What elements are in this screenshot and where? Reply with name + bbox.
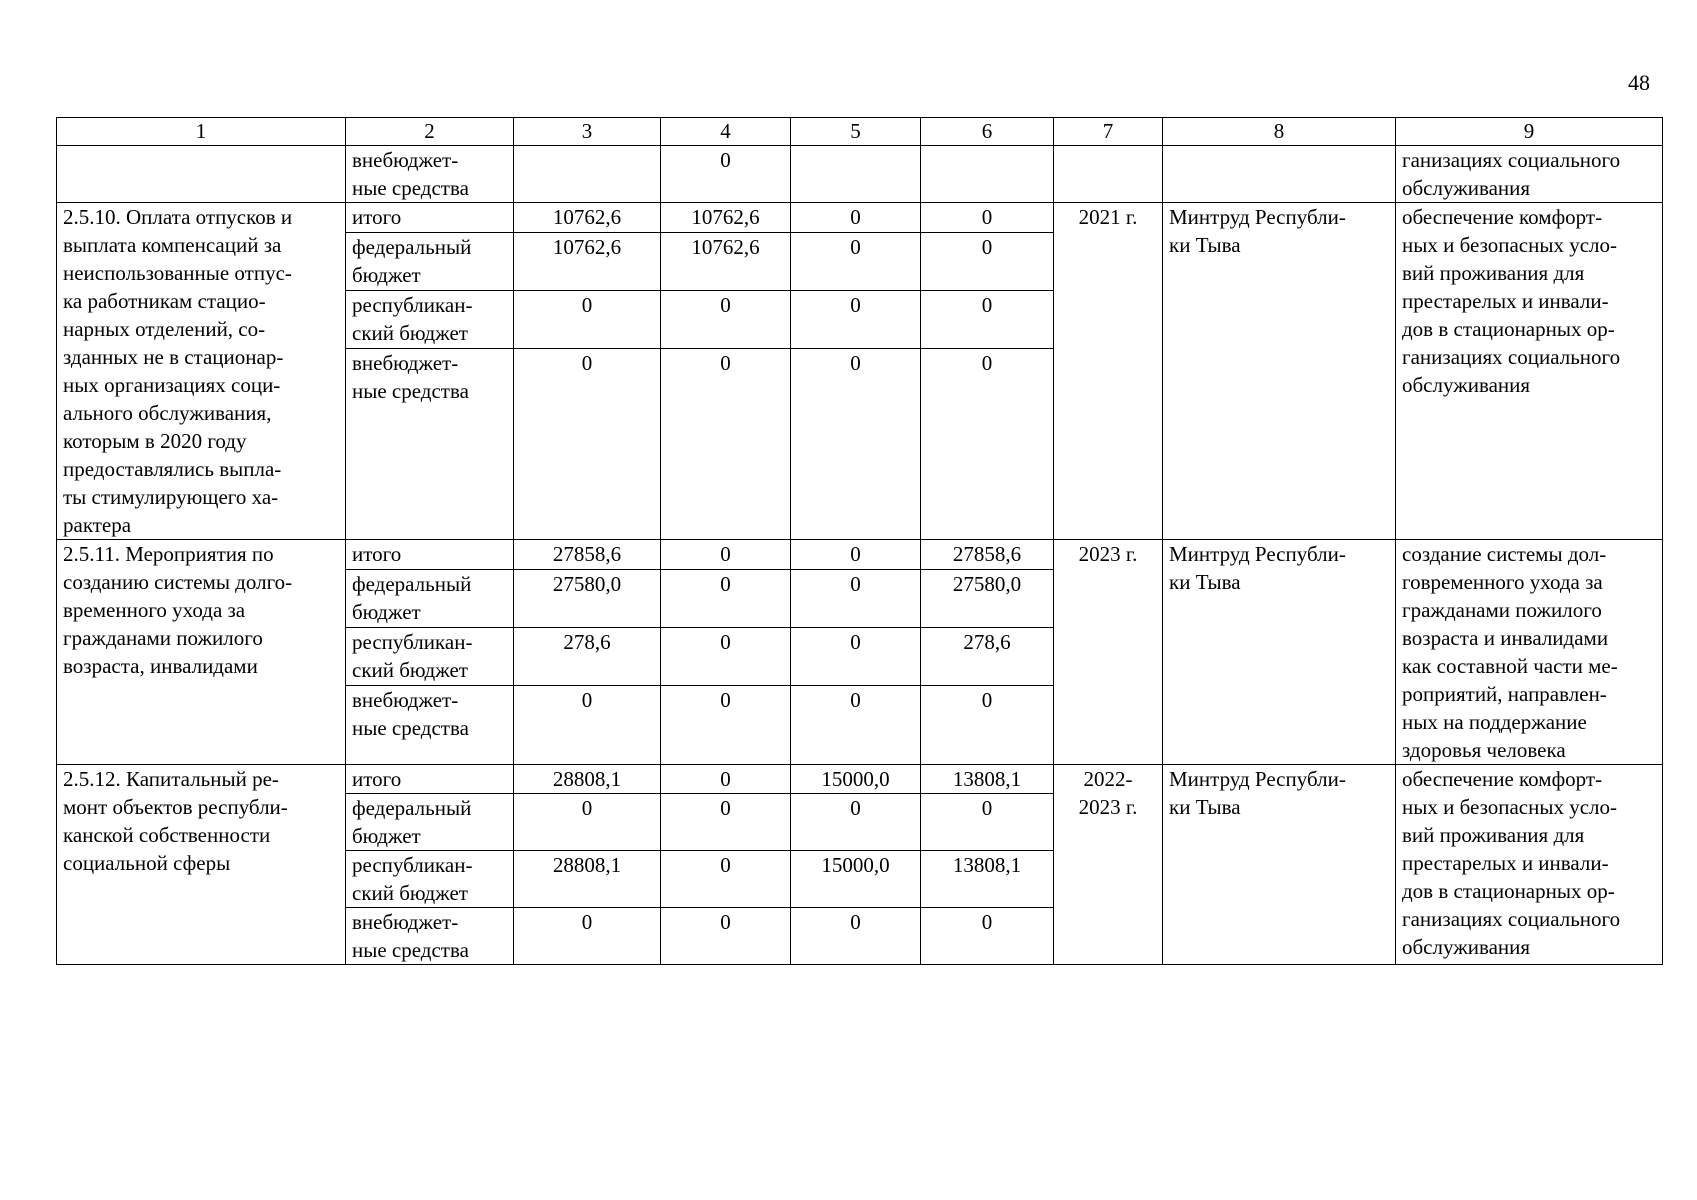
goal-cell: обеспечение комфорт- ных и безопасных усло- вий проживания для престарелых и инвали- дов в стационарных ор- ганизациях социального обслуживания	[1396, 203, 1663, 540]
value-cell: 10762,6	[661, 232, 791, 290]
value-cell: 0	[791, 290, 921, 348]
goal-cell: ганизациях социального обслуживания	[1396, 146, 1663, 203]
funding-source: федеральный бюджет	[346, 232, 514, 290]
value-cell: 0	[661, 540, 791, 570]
executor-cell	[1163, 146, 1396, 203]
activity-title: 2.5.12. Капитальный ре- монт объектов республи- канской собственности социальной сферы	[57, 765, 346, 965]
value-cell: 0	[921, 348, 1054, 539]
activity-cell	[57, 146, 346, 203]
value-cell: 0	[661, 851, 791, 908]
value-cell: 0	[791, 908, 921, 965]
value-cell: 10762,6	[514, 232, 661, 290]
funding-source: республикан- ский бюджет	[346, 627, 514, 685]
value-cell: 0	[661, 686, 791, 765]
column-number: 5	[791, 118, 921, 146]
goal-cell: создание системы дол- говременного ухода за гражданами пожилого возраста и инвалидами как составной части ме- роприятий, направлен- ных на поддержание здоровья человека	[1396, 540, 1663, 765]
value-cell: 278,6	[514, 627, 661, 685]
executor-cell: Минтруд Республи- ки Тыва	[1163, 540, 1396, 765]
value-cell: 0	[661, 908, 791, 965]
column-number: 7	[1054, 118, 1163, 146]
period-cell: 2023 г.	[1054, 540, 1163, 765]
value-cell: 0	[791, 540, 921, 570]
funding-source: итого	[346, 203, 514, 233]
value-cell: 0	[661, 627, 791, 685]
value-cell: 10762,6	[514, 203, 661, 233]
value-cell: 27580,0	[921, 569, 1054, 627]
column-number-row	[57, 118, 1663, 146]
value-cell: 0	[514, 908, 661, 965]
value-cell: 13808,1	[921, 765, 1054, 794]
program-activities-table	[56, 117, 1663, 965]
value-cell: 0	[791, 686, 921, 765]
value-cell: 0	[661, 348, 791, 539]
value-cell: 28808,1	[514, 765, 661, 794]
goal-cell: обеспечение комфорт- ных и безопасных усло- вий проживания для престарелых и инвали- дов в стационарных ор- ганизациях социального обслуживания	[1396, 765, 1663, 965]
funding-row	[57, 203, 1663, 233]
value-cell: 0	[921, 290, 1054, 348]
funding-source: федеральный бюджет	[346, 569, 514, 627]
value-cell: 13808,1	[921, 851, 1054, 908]
column-number: 2	[346, 118, 514, 146]
period-cell	[1054, 146, 1163, 203]
activity-title: 2.5.11. Мероприятия по созданию системы долго- временного ухода за гражданами пожилого возраста, инвалидами	[57, 540, 346, 765]
value-cell: 0	[921, 908, 1054, 965]
column-number: 9	[1396, 118, 1663, 146]
funding-source: внебюджет- ные средства	[346, 348, 514, 539]
value-cell: 0	[921, 203, 1054, 233]
value-cell: 27580,0	[514, 569, 661, 627]
value-cell: 0	[661, 290, 791, 348]
value-cell: 0	[661, 794, 791, 851]
funding-source: итого	[346, 765, 514, 794]
column-number: 1	[57, 118, 346, 146]
value-cell: 10762,6	[661, 203, 791, 233]
column-number: 4	[661, 118, 791, 146]
funding-source: республикан- ский бюджет	[346, 290, 514, 348]
carryover-row	[57, 146, 1663, 203]
value-cell: 15000,0	[791, 765, 921, 794]
executor-cell: Минтруд Республи- ки Тыва	[1163, 765, 1396, 965]
funding-source: федеральный бюджет	[346, 794, 514, 851]
value-cell: 0	[791, 232, 921, 290]
value-cell: 0	[661, 569, 791, 627]
value-cell: 0	[791, 627, 921, 685]
funding-row	[57, 540, 1663, 570]
value-cell: 0	[661, 765, 791, 794]
value-cell: 28808,1	[514, 851, 661, 908]
funding-source: республикан- ский бюджет	[346, 851, 514, 908]
value-cell: 0	[514, 794, 661, 851]
value-cell: 27858,6	[921, 540, 1054, 570]
value-cell: 15000,0	[791, 851, 921, 908]
value-cell: 0	[791, 794, 921, 851]
column-number: 3	[514, 118, 661, 146]
value-cell: 0	[514, 686, 661, 765]
period-cell: 2021 г.	[1054, 203, 1163, 540]
funding-row	[57, 765, 1663, 794]
activity-title: 2.5.10. Оплата отпусков и выплата компенсаций за неиспользованные отпус- ка работникам стацио- нарных отделений, со- зданных не в стационар- ных организациях соци- ального обслуживания, которым в 2020 году предоставлялись выпла- ты стимулирующего ха- рактера	[57, 203, 346, 540]
funding-source: итого	[346, 540, 514, 570]
value-cell: 0	[661, 146, 791, 203]
value-cell: 0	[514, 348, 661, 539]
funding-source: внебюджет- ные средства	[346, 908, 514, 965]
value-cell	[514, 146, 661, 203]
page-number: 48	[1628, 70, 1650, 95]
funding-source: внебюджет- ные средства	[346, 686, 514, 765]
column-number: 8	[1163, 118, 1396, 146]
value-cell: 0	[921, 686, 1054, 765]
value-cell: 27858,6	[514, 540, 661, 570]
executor-cell: Минтруд Республи- ки Тыва	[1163, 203, 1396, 540]
value-cell: 0	[791, 348, 921, 539]
funding-source: внебюджет- ные средства	[346, 146, 514, 203]
value-cell: 278,6	[921, 627, 1054, 685]
value-cell: 0	[921, 232, 1054, 290]
value-cell	[921, 146, 1054, 203]
value-cell: 0	[791, 569, 921, 627]
value-cell	[791, 146, 921, 203]
value-cell: 0	[791, 203, 921, 233]
column-number: 6	[921, 118, 1054, 146]
value-cell: 0	[514, 290, 661, 348]
period-cell: 2022- 2023 г.	[1054, 765, 1163, 965]
value-cell: 0	[921, 794, 1054, 851]
